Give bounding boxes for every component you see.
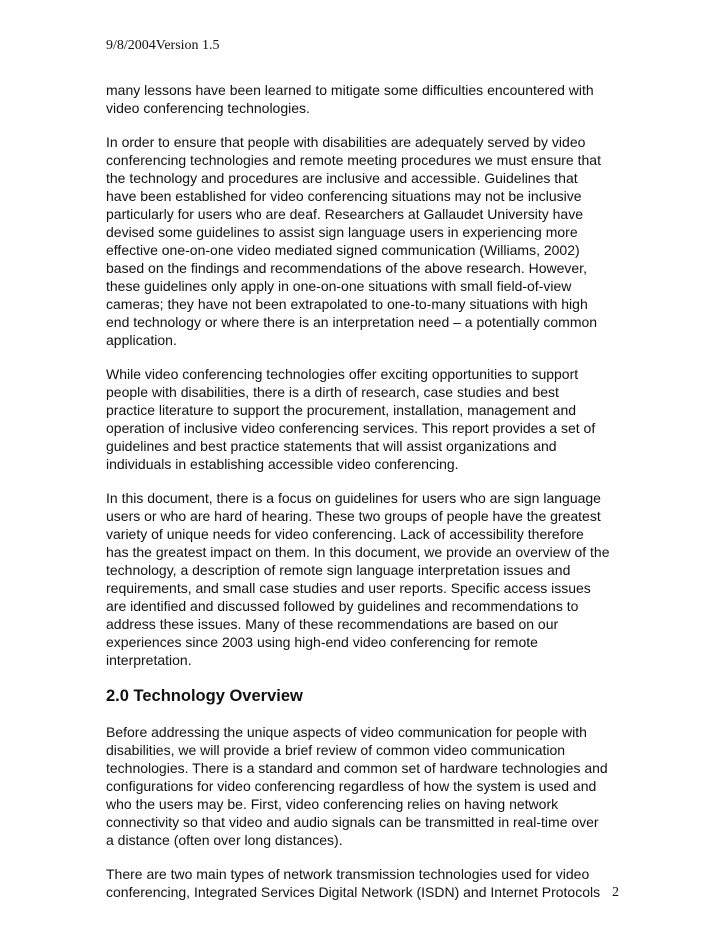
page-number: 2 [612,885,619,900]
text-line: particularly for users who are deaf. Researchers at Gallaudet University have [106,206,583,222]
text-line: interpretation. [106,652,192,668]
body-paragraph-1 [106,81,622,117]
text-line: application. [106,332,177,348]
text-line: many lessons have been learned to mitigate some difficulties encountered with [106,82,594,98]
text-line: effective one-on-one video mediated signed communication (Williams, 2002) [106,242,580,258]
section-heading: 2.0 Technology Overview [106,687,303,705]
document-body [106,81,622,901]
text-line: conferencing technologies and remote meeting procedures we must ensure that [106,152,601,168]
text-line: requirements, and small case studies and user reports. Specific access issues [106,580,591,596]
text-line: video conferencing technologies. [106,100,310,116]
text-line: individuals in establishing accessible video conferencing. [106,456,459,472]
text-line: people with disabilities, there is a dirth of research, case studies and best [106,384,559,400]
text-line: technology, a description of remote sign language interpretation issues and [106,562,571,578]
text-line: end technology or where there is an interpretation need – a potentially common [106,314,598,330]
page-header: 9/8/2004Version 1.5 [106,38,220,53]
text-line: have been established for video conferencing situations may not be inclusive [106,188,582,204]
text-line: users or who are hard of hearing. These two groups of people have the greatest [106,508,601,524]
text-line: disabilities, we will provide a brief review of common video communication [106,742,566,758]
text-line: In this document, there is a focus on guidelines for users who are sign language [106,490,601,506]
text-line: configurations for video conferencing regardless of how the system is used and [106,778,597,794]
text-line: cameras; they have not been extrapolated to one-to-many situations with high [106,296,588,312]
text-line: based on the findings and recommendations of the above research. However, [106,260,587,276]
text-line: operation of inclusive video conferencing services. This report provides a set of [106,420,596,436]
text-line: While video conferencing technologies offer exciting opportunities to support [106,366,579,382]
text-line: technologies. There is a standard and common set of hardware technologies and [106,760,608,776]
text-line: Before addressing the unique aspects of video communication for people with [106,724,587,740]
body-paragraph-3 [106,365,622,473]
text-line: a distance (often over long distances). [106,832,343,848]
text-line: address these issues. Many of these recommendations are based on our [106,616,559,632]
text-line: guidelines and best practice statements that will assist organizations and [106,438,557,454]
text-line: the technology and procedures are inclusive and accessible. Guidelines that [106,170,578,186]
section-paragraph-1 [106,723,622,849]
text-line: variety of unique needs for video conferencing. Lack of accessibility therefore [106,526,584,542]
section-paragraph-2 [106,865,622,901]
text-line: has the greatest impact on them. In this document, we provide an overview of the [106,544,610,560]
text-line: are identified and discussed followed by guidelines and recommendations to [106,598,579,614]
text-line: In order to ensure that people with disabilities are adequately served by video [106,134,586,150]
text-line: who the users may be. First, video conferencing relies on having network [106,796,559,812]
text-line: conferencing, Integrated Services Digital Network (ISDN) and Internet Protocols [106,884,601,900]
text-line: experiences since 2003 using high-end video conferencing for remote [106,634,538,650]
body-paragraph-2 [106,133,622,349]
text-line: There are two main types of network transmission technologies used for video [106,866,590,882]
text-line: practice literature to support the procurement, installation, management and [106,402,577,418]
body-paragraph-4 [106,489,622,669]
text-line: devised some guidelines to assist sign language users in experiencing more [106,224,578,240]
text-line: these guidelines only apply in one-on-one situations with small field-of-view [106,278,572,294]
text-line: connectivity so that video and audio signals can be transmitted in real-time over [106,814,599,830]
